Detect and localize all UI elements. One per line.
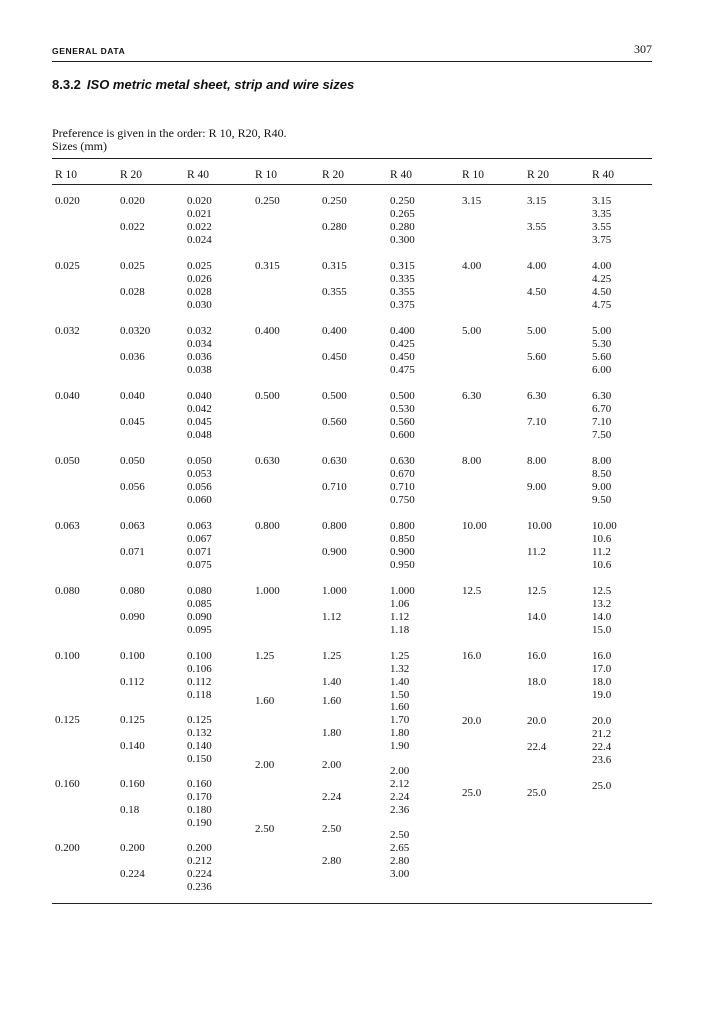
size-cell-r-40: 0.080 bbox=[187, 585, 212, 597]
size-cell-r-40: 5.60 bbox=[592, 351, 612, 363]
size-cell-r-20: 1.000 bbox=[322, 585, 347, 597]
size-cell-r-10: 1.25 bbox=[255, 650, 275, 662]
section-title bbox=[52, 77, 472, 92]
size-cell-r-10: 0.050 bbox=[55, 455, 80, 467]
size-cell-r-20: 0.056 bbox=[120, 481, 145, 493]
size-cell-r-20: 0.200 bbox=[120, 842, 145, 854]
size-cell-r-40: 0.530 bbox=[390, 403, 415, 415]
size-cell-r-40: 12.5 bbox=[592, 585, 612, 597]
size-cell-r-20: 1.12 bbox=[322, 611, 342, 623]
size-cell-r-40: 17.0 bbox=[592, 663, 612, 675]
size-cell-r-40: 4.00 bbox=[592, 260, 612, 272]
size-cell-r-20: 10.00 bbox=[527, 520, 552, 532]
size-cell-r-20: 0.071 bbox=[120, 546, 145, 558]
size-cell-r-40: 0.425 bbox=[390, 338, 415, 350]
size-cell-r-20: 0.224 bbox=[120, 868, 145, 880]
size-cell-r-40: 0.021 bbox=[187, 208, 212, 220]
preface bbox=[52, 127, 287, 153]
size-cell-r-20: 0.18 bbox=[120, 804, 140, 816]
size-cell-r-40: 0.050 bbox=[187, 455, 212, 467]
size-cell-r-20: 0.250 bbox=[322, 195, 347, 207]
size-cell-r-20: 2.50 bbox=[322, 823, 342, 835]
size-cell-r-20: 0.315 bbox=[322, 260, 347, 272]
size-cell-r-40: 0.190 bbox=[187, 817, 212, 829]
section-number: 8.3.2 bbox=[52, 77, 81, 92]
size-cell-r-40: 0.060 bbox=[187, 494, 212, 506]
size-cell-r-40: 0.112 bbox=[187, 676, 212, 688]
size-cell-r-40: 4.25 bbox=[592, 273, 612, 285]
size-cell-r-20: 0.050 bbox=[120, 455, 145, 467]
size-cell-r-40: 0.355 bbox=[390, 286, 415, 298]
size-cell-r-40: 1.90 bbox=[390, 740, 410, 752]
size-cell-r-40: 5.30 bbox=[592, 338, 612, 350]
size-cell-r-40: 19.0 bbox=[592, 689, 612, 701]
size-cell-r-40: 21.2 bbox=[592, 728, 612, 740]
size-cell-r-20: 0.028 bbox=[120, 286, 145, 298]
page-header bbox=[52, 42, 652, 62]
size-cell-r-20: 0.280 bbox=[322, 221, 347, 233]
size-cell-r-10: 0.160 bbox=[55, 778, 80, 790]
size-cell-r-10: 25.0 bbox=[462, 787, 482, 799]
size-cell-r-20: 0.025 bbox=[120, 260, 145, 272]
size-cell-r-10: 0.032 bbox=[55, 325, 80, 337]
size-cell-r-10: 6.30 bbox=[462, 390, 482, 402]
size-cell-r-40: 0.063 bbox=[187, 520, 212, 532]
size-cell-r-40: 7.10 bbox=[592, 416, 612, 428]
size-cell-r-20: 11.2 bbox=[527, 546, 546, 558]
size-cell-r-20: 0.160 bbox=[120, 778, 145, 790]
table-top-rule bbox=[52, 158, 652, 159]
size-cell-r-40: 1.18 bbox=[390, 624, 410, 636]
size-cell-r-20: 20.0 bbox=[527, 715, 547, 727]
size-cell-r-40: 0.030 bbox=[187, 299, 212, 311]
size-cell-r-20: 0.355 bbox=[322, 286, 347, 298]
size-cell-r-40: 3.75 bbox=[592, 234, 612, 246]
size-cell-r-40: 0.500 bbox=[390, 390, 415, 402]
size-cell-r-40: 0.600 bbox=[390, 429, 415, 441]
size-cell-r-40: 0.265 bbox=[390, 208, 415, 220]
size-cell-r-10: 2.50 bbox=[255, 823, 275, 835]
size-cell-r-20: 8.00 bbox=[527, 455, 547, 467]
size-cell-r-20: 0.040 bbox=[120, 390, 145, 402]
size-cell-r-20: 0.450 bbox=[322, 351, 347, 363]
size-cell-r-40: 0.032 bbox=[187, 325, 212, 337]
size-cell-r-40: 0.067 bbox=[187, 533, 212, 545]
size-cell-r-40: 25.0 bbox=[592, 780, 612, 792]
size-cell-r-40: 0.132 bbox=[187, 727, 212, 739]
size-cell-r-20: 0.400 bbox=[322, 325, 347, 337]
size-cell-r-40: 16.0 bbox=[592, 650, 612, 662]
size-cell-r-20: 0.020 bbox=[120, 195, 145, 207]
header-rule bbox=[52, 61, 652, 62]
size-cell-r-40: 0.150 bbox=[187, 753, 212, 765]
size-cell-r-40: 0.053 bbox=[187, 468, 212, 480]
size-cell-r-40: 0.170 bbox=[187, 791, 212, 803]
size-cell-r-40: 0.400 bbox=[390, 325, 415, 337]
size-cell-r-10: 0.025 bbox=[55, 260, 80, 272]
size-cell-r-40: 4.75 bbox=[592, 299, 612, 311]
size-cell-r-40: 0.038 bbox=[187, 364, 212, 376]
size-cell-r-40: 1.40 bbox=[390, 676, 410, 688]
size-cell-r-40: 0.560 bbox=[390, 416, 415, 428]
size-cell-r-20: 0.125 bbox=[120, 714, 145, 726]
size-cell-r-40: 0.036 bbox=[187, 351, 212, 363]
size-cell-r-40: 0.056 bbox=[187, 481, 212, 493]
size-cell-r-10: 0.400 bbox=[255, 325, 280, 337]
size-cell-r-40: 22.4 bbox=[592, 741, 612, 753]
size-cell-r-20: 12.5 bbox=[527, 585, 547, 597]
size-cell-r-40: 0.900 bbox=[390, 546, 415, 558]
size-cell-r-20: 22.4 bbox=[527, 741, 547, 753]
preference-note: Preference is given in the order: R 10, R20, R40. bbox=[52, 126, 287, 140]
size-cell-r-40: 0.212 bbox=[187, 855, 212, 867]
size-cell-r-20: 2.80 bbox=[322, 855, 342, 867]
size-cell-r-40: 6.30 bbox=[592, 390, 612, 402]
size-cell-r-20: 2.24 bbox=[322, 791, 342, 803]
size-cell-r-20: 3.15 bbox=[527, 195, 547, 207]
size-cell-r-40: 4.50 bbox=[592, 286, 612, 298]
size-cell-r-10: 0.630 bbox=[255, 455, 280, 467]
size-cell-r-40: 10.6 bbox=[592, 559, 612, 571]
size-cell-r-40: 0.950 bbox=[390, 559, 415, 571]
size-cell-r-40: 1.50 bbox=[390, 689, 410, 701]
size-cell-r-20: 0.630 bbox=[322, 455, 347, 467]
size-cell-r-40: 9.00 bbox=[592, 481, 612, 493]
size-cell-r-40: 0.100 bbox=[187, 650, 212, 662]
size-cell-r-20: 5.60 bbox=[527, 351, 547, 363]
size-cell-r-10: 0.100 bbox=[55, 650, 80, 662]
size-cell-r-10: 0.315 bbox=[255, 260, 280, 272]
table-bottom-rule bbox=[52, 903, 652, 904]
size-cell-r-20: 0.045 bbox=[120, 416, 145, 428]
size-cell-r-20: 0.112 bbox=[120, 676, 145, 688]
column-header: R 40 bbox=[390, 169, 413, 181]
size-cell-r-20: 0.140 bbox=[120, 740, 145, 752]
size-cell-r-10: 2.00 bbox=[255, 759, 275, 771]
size-cell-r-40: 3.55 bbox=[592, 221, 612, 233]
size-cell-r-40: 6.00 bbox=[592, 364, 612, 376]
size-cell-r-20: 0.560 bbox=[322, 416, 347, 428]
size-cell-r-10: 1.000 bbox=[255, 585, 280, 597]
size-cell-r-40: 2.00 bbox=[390, 765, 410, 777]
size-cell-r-10: 0.125 bbox=[55, 714, 80, 726]
size-cell-r-40: 14.0 bbox=[592, 611, 612, 623]
size-cell-r-40: 0.125 bbox=[187, 714, 212, 726]
size-cell-r-20: 7.10 bbox=[527, 416, 547, 428]
size-cell-r-10: 12.5 bbox=[462, 585, 482, 597]
size-cell-r-20: 25.0 bbox=[527, 787, 547, 799]
size-cell-r-40: 0.106 bbox=[187, 663, 212, 675]
size-cell-r-40: 20.0 bbox=[592, 715, 612, 727]
size-cell-r-40: 0.071 bbox=[187, 546, 212, 558]
size-cell-r-40: 0.020 bbox=[187, 195, 212, 207]
size-cell-r-40: 0.300 bbox=[390, 234, 415, 246]
size-cell-r-40: 0.200 bbox=[187, 842, 212, 854]
size-cell-r-10: 8.00 bbox=[462, 455, 482, 467]
size-cell-r-40: 0.024 bbox=[187, 234, 212, 246]
size-cell-r-40: 18.0 bbox=[592, 676, 612, 688]
size-cell-r-20: 0.710 bbox=[322, 481, 347, 493]
size-cell-r-20: 1.80 bbox=[322, 727, 342, 739]
size-cell-r-20: 18.0 bbox=[527, 676, 547, 688]
size-cell-r-10: 0.020 bbox=[55, 195, 80, 207]
section-title-text: ISO metric metal sheet, strip and wire sizes bbox=[86, 77, 355, 92]
size-cell-r-40: 0.160 bbox=[187, 778, 212, 790]
size-cell-r-10: 10.00 bbox=[462, 520, 487, 532]
size-cell-r-40: 2.80 bbox=[390, 855, 410, 867]
size-cell-r-40: 0.750 bbox=[390, 494, 415, 506]
column-header: R 20 bbox=[322, 169, 345, 181]
size-cell-r-20: 0.0320 bbox=[120, 325, 151, 337]
size-cell-r-40: 0.475 bbox=[390, 364, 415, 376]
size-cell-r-20: 0.022 bbox=[120, 221, 145, 233]
size-cell-r-40: 0.090 bbox=[187, 611, 212, 623]
size-cell-r-40: 2.65 bbox=[390, 842, 410, 854]
size-cell-r-40: 1.80 bbox=[390, 727, 410, 739]
size-cell-r-40: 8.00 bbox=[592, 455, 612, 467]
size-cell-r-40: 2.36 bbox=[390, 804, 410, 816]
size-cell-r-10: 16.0 bbox=[462, 650, 482, 662]
size-cell-r-20: 0.063 bbox=[120, 520, 145, 532]
size-cell-r-40: 0.315 bbox=[390, 260, 415, 272]
size-cell-r-20: 0.036 bbox=[120, 351, 145, 363]
column-header: R 40 bbox=[187, 169, 210, 181]
size-cell-r-20: 1.25 bbox=[322, 650, 342, 662]
size-cell-r-40: 9.50 bbox=[592, 494, 612, 506]
size-cell-r-20: 0.090 bbox=[120, 611, 145, 623]
size-cell-r-40: 7.50 bbox=[592, 429, 612, 441]
column-header: R 20 bbox=[120, 169, 143, 181]
size-cell-r-40: 0.850 bbox=[390, 533, 415, 545]
size-cell-r-20: 3.55 bbox=[527, 221, 547, 233]
size-cell-r-20: 0.500 bbox=[322, 390, 347, 402]
size-cell-r-10: 1.60 bbox=[255, 695, 275, 707]
column-header: R 20 bbox=[527, 169, 550, 181]
size-cell-r-40: 0.375 bbox=[390, 299, 415, 311]
size-cell-r-10: 3.15 bbox=[462, 195, 482, 207]
size-cell-r-40: 6.70 bbox=[592, 403, 612, 415]
column-header: R 10 bbox=[55, 169, 78, 181]
size-cell-r-40: 10.00 bbox=[592, 520, 617, 532]
size-cell-r-40: 1.06 bbox=[390, 598, 410, 610]
size-cell-r-20: 4.50 bbox=[527, 286, 547, 298]
size-cell-r-40: 0.075 bbox=[187, 559, 212, 571]
size-cell-r-40: 0.048 bbox=[187, 429, 212, 441]
size-cell-r-40: 0.450 bbox=[390, 351, 415, 363]
size-cell-r-40: 0.224 bbox=[187, 868, 212, 880]
size-cell-r-40: 1.32 bbox=[390, 663, 410, 675]
size-cell-r-40: 2.24 bbox=[390, 791, 410, 803]
size-cell-r-40: 0.022 bbox=[187, 221, 212, 233]
size-cell-r-40: 5.00 bbox=[592, 325, 612, 337]
size-cell-r-40: 2.12 bbox=[390, 778, 410, 790]
table-header-rule bbox=[52, 184, 652, 185]
size-cell-r-40: 0.800 bbox=[390, 520, 415, 532]
size-cell-r-40: 0.034 bbox=[187, 338, 212, 350]
size-cell-r-40: 3.15 bbox=[592, 195, 612, 207]
size-cell-r-20: 9.00 bbox=[527, 481, 547, 493]
size-cell-r-10: 0.200 bbox=[55, 842, 80, 854]
size-cell-r-40: 0.025 bbox=[187, 260, 212, 272]
size-cell-r-10: 0.080 bbox=[55, 585, 80, 597]
size-cell-r-40: 0.670 bbox=[390, 468, 415, 480]
size-cell-r-20: 0.100 bbox=[120, 650, 145, 662]
size-cell-r-20: 1.60 bbox=[322, 695, 342, 707]
size-cell-r-40: 13.2 bbox=[592, 598, 612, 610]
size-cell-r-40: 1.12 bbox=[390, 611, 410, 623]
running-head: GENERAL DATA bbox=[52, 46, 126, 56]
size-cell-r-20: 0.800 bbox=[322, 520, 347, 532]
size-cell-r-10: 0.063 bbox=[55, 520, 80, 532]
size-cell-r-40: 1.25 bbox=[390, 650, 410, 662]
size-cell-r-20: 4.00 bbox=[527, 260, 547, 272]
size-cell-r-40: 0.085 bbox=[187, 598, 212, 610]
size-cell-r-40: 0.710 bbox=[390, 481, 415, 493]
size-cell-r-20: 14.0 bbox=[527, 611, 547, 623]
size-cell-r-20: 6.30 bbox=[527, 390, 547, 402]
size-cell-r-40: 0.028 bbox=[187, 286, 212, 298]
column-header: R 10 bbox=[462, 169, 485, 181]
size-cell-r-10: 0.040 bbox=[55, 390, 80, 402]
size-cell-r-40: 1.000 bbox=[390, 585, 415, 597]
size-cell-r-10: 0.500 bbox=[255, 390, 280, 402]
size-cell-r-40: 0.250 bbox=[390, 195, 415, 207]
size-cell-r-40: 11.2 bbox=[592, 546, 611, 558]
size-cell-r-10: 0.250 bbox=[255, 195, 280, 207]
size-cell-r-20: 1.40 bbox=[322, 676, 342, 688]
size-cell-r-40: 2.50 bbox=[390, 829, 410, 841]
size-cell-r-10: 4.00 bbox=[462, 260, 482, 272]
size-cell-r-40: 0.140 bbox=[187, 740, 212, 752]
size-cell-r-40: 0.118 bbox=[187, 689, 212, 701]
size-cell-r-40: 0.335 bbox=[390, 273, 415, 285]
size-cell-r-40: 0.280 bbox=[390, 221, 415, 233]
size-cell-r-40: 10.6 bbox=[592, 533, 612, 545]
size-cell-r-40: 0.180 bbox=[187, 804, 212, 816]
size-cell-r-10: 20.0 bbox=[462, 715, 482, 727]
size-cell-r-40: 0.095 bbox=[187, 624, 212, 636]
size-cell-r-20: 0.900 bbox=[322, 546, 347, 558]
size-cell-r-40: 23.6 bbox=[592, 754, 612, 766]
size-cell-r-40: 1.70 bbox=[390, 714, 410, 726]
size-cell-r-20: 0.080 bbox=[120, 585, 145, 597]
units-note: Sizes (mm) bbox=[52, 139, 107, 153]
size-cell-r-20: 2.00 bbox=[322, 759, 342, 771]
size-cell-r-40: 8.50 bbox=[592, 468, 612, 480]
size-cell-r-40: 1.60 bbox=[390, 701, 410, 713]
size-cell-r-20: 5.00 bbox=[527, 325, 547, 337]
size-cell-r-40: 0.045 bbox=[187, 416, 212, 428]
size-cell-r-10: 0.800 bbox=[255, 520, 280, 532]
size-cell-r-40: 0.236 bbox=[187, 881, 212, 893]
size-cell-r-40: 0.040 bbox=[187, 390, 212, 402]
size-cell-r-40: 3.00 bbox=[390, 868, 410, 880]
size-cell-r-40: 0.630 bbox=[390, 455, 415, 467]
size-cell-r-10: 5.00 bbox=[462, 325, 482, 337]
size-cell-r-40: 0.042 bbox=[187, 403, 212, 415]
size-cell-r-40: 15.0 bbox=[592, 624, 612, 636]
size-cell-r-40: 0.026 bbox=[187, 273, 212, 285]
column-header: R 10 bbox=[255, 169, 278, 181]
size-cell-r-40: 3.35 bbox=[592, 208, 612, 220]
size-cell-r-20: 16.0 bbox=[527, 650, 547, 662]
page-number: 307 bbox=[634, 42, 652, 56]
column-header: R 40 bbox=[592, 169, 615, 181]
